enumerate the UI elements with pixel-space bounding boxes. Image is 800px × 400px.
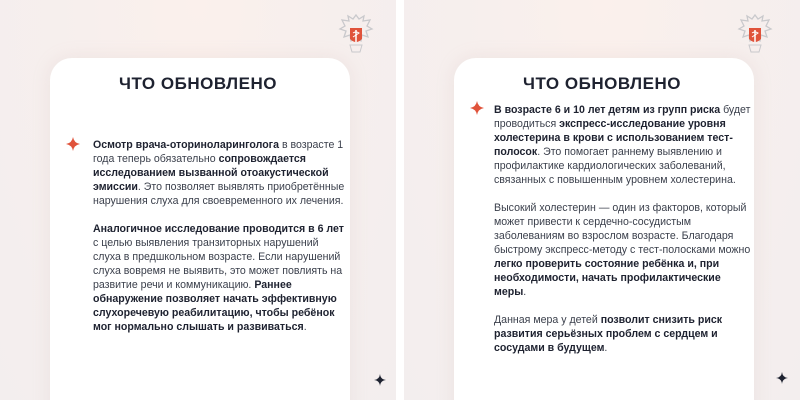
paragraph [494, 313, 752, 355]
text: . [523, 286, 527, 298]
text: . [303, 321, 307, 333]
body-text [494, 103, 752, 369]
paragraph [494, 201, 752, 299]
section-title: ЧТО ОБНОВЛЕНО [523, 74, 681, 93]
section-title: ЧТО ОБНОВЛЕНО [119, 74, 277, 93]
sparkle-icon [470, 101, 484, 115]
right-slide [404, 0, 800, 400]
sparkle-icon [66, 137, 80, 151]
bold-text: Осмотр врача-оториноларинголога [93, 139, 279, 151]
coat-of-arms-icon [337, 12, 375, 54]
sparkle-icon [776, 372, 788, 384]
text: будет проводиться [494, 104, 751, 130]
body-text [93, 138, 345, 348]
text: с целью выявления транзиторных нарушений слуха в предшкольном возрасте. Если нарушений слуха вовремя не выявить, это может повлиять на развитие речи и коммуникацию. [93, 237, 343, 291]
paragraph [93, 222, 345, 334]
text: . Это помогает раннему выявлению и профилактике кардиологических заболеваний, связанных с повышенным уровнем холестерина. [494, 146, 736, 186]
text: в возрасте 1 года теперь обязательно [93, 139, 344, 165]
bold-text: сопровождается исследованием вызванной отоакустической эмиссии [93, 153, 329, 193]
paragraph [494, 103, 752, 187]
text: Высокий холестерин — один из факторов, который может привести к сердечно-сосудистым заболеваниям во взрослом возрасте. Благодаря быстрому экспресс-методу с тест-полосками можно [494, 202, 751, 256]
bold-text: Раннее обнаружение позволяет начать эффективную слухоречевую реабилитацию, чтобы ребёнок мог нормально слышать и развиваться [93, 279, 337, 333]
left-slide [0, 0, 396, 400]
text: . [604, 342, 608, 354]
bold-text: экспресс-исследование уровня холестерина в крови с использованием тест-полосок [494, 118, 733, 158]
bold-text: Аналогичное исследование проводится в 6 лет [93, 223, 344, 235]
bold-text: позволит снизить риск развития серьёзных проблем с сердцем и сосудами в будущем [494, 314, 723, 354]
bold-text: легко проверить состояние ребёнка и, при необходимости, начать профилактические меры [494, 258, 721, 298]
text: . Это позволяет выявлять приобретённые нарушения слуха для своевременного их лечения. [93, 181, 345, 207]
paragraph [93, 138, 345, 208]
text: Данная мера у детей [494, 314, 601, 326]
sparkle-icon [374, 374, 386, 386]
coat-of-arms-icon [736, 12, 774, 54]
bold-text: В возрасте 6 и 10 лет детям из групп риска [494, 104, 721, 116]
